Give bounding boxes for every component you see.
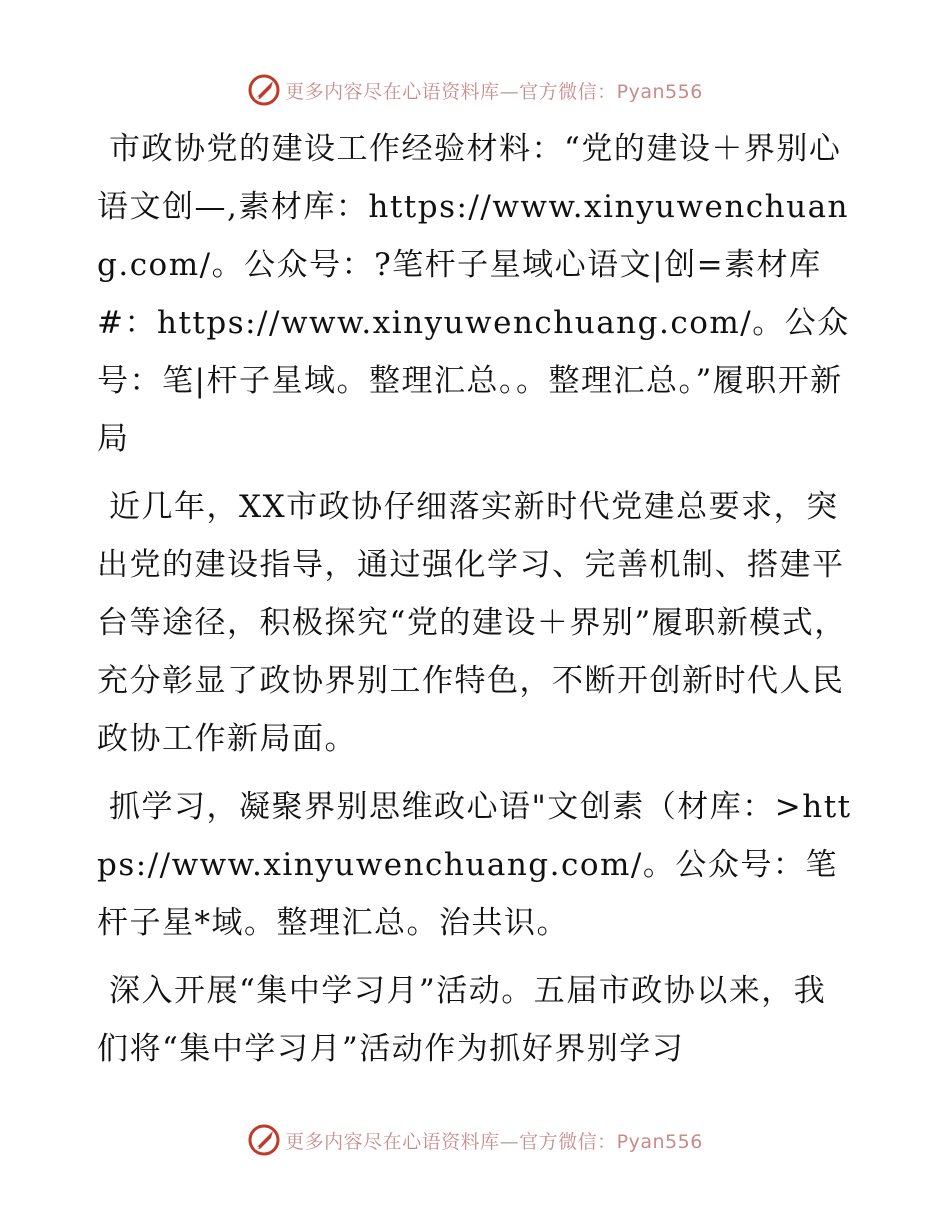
paragraph-1: 市政协党的建设工作经验材料：“党的建设＋界别心语文创—,素材库：https://www.xinyuwenchuang.com/。公众号：?笔杆子星域心语文|创=素材库#：https://www.xinyuwenchuang.com/。公众号：笔|杆子星域。整理汇总。。整理汇总。”履职开新局 xyxy=(97,131,850,457)
header-banner-main: 更多内容尽在心语资料库 xyxy=(285,80,500,103)
footer-banner-suffix: 官方微信：Pyan556 xyxy=(519,1130,703,1153)
paragraph-2: 近几年，XX市政协仔细落实新时代党建总要求，突出党的建设指导，通过强化学习、完善机制、搭建平台等途径，积极探究“党的建设＋界别”履职新模式，充分彰显了政协界别工作特色，不断开创新时代人民政协工作新局面。 xyxy=(97,489,847,757)
paragraph-4: 深入开展“集中学习月”活动。五届市政协以来，我们将“集中学习月”活动作为抓好界别学习 xyxy=(97,973,827,1067)
pen-nib-logo-icon xyxy=(247,1123,281,1157)
header-banner-suffix: 官方微信：Pyan556 xyxy=(519,80,703,103)
header-banner xyxy=(0,70,950,110)
paragraph-3: 抓学习，凝聚界别思维政心语"文创素（材库：>https://www.xinyuwenchuang.com/。公众号：笔杆子星*域。整理汇总。治共识。 xyxy=(97,789,852,941)
header-banner-separator: — xyxy=(499,80,520,103)
footer-banner-separator: — xyxy=(499,1130,520,1153)
header-banner-text xyxy=(285,77,703,104)
document-body xyxy=(97,120,857,1088)
pen-nib-logo-icon xyxy=(247,73,281,107)
footer-banner-main: 更多内容尽在心语资料库 xyxy=(285,1130,500,1153)
footer-banner-text xyxy=(285,1127,703,1154)
footer-banner xyxy=(0,1120,950,1160)
